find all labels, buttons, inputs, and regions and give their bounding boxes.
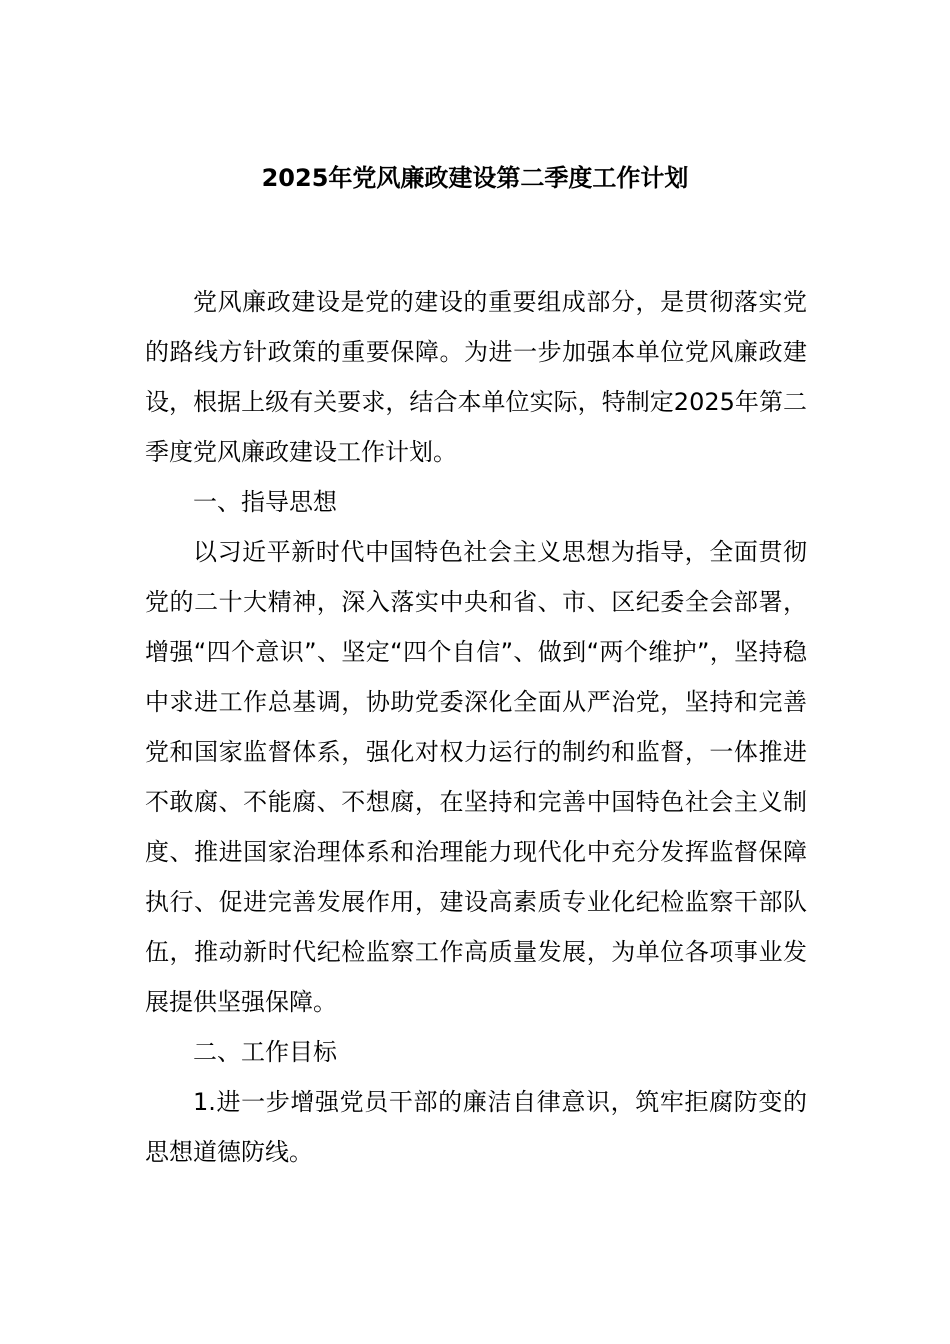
- section-heading-guiding-ideology: 一、指导思想: [193, 488, 337, 516]
- work-goal-item-1: 1.进一步增强党员干部的廉洁自律意识，筑牢拒腐防变的思想道德防线。: [145, 1088, 807, 1166]
- intro-paragraph: 党风廉政建设是党的建设的重要组成部分，是贯彻落实党的路线方针政策的重要保障。为进一步加强本单位党风廉政建设，根据上级有关要求，结合本单位实际，特制定2025年第二季度党风廉政建设工作计划。: [145, 288, 807, 466]
- guiding-ideology-paragraph: 以习近平新时代中国特色社会主义思想为指导，全面贯彻党的二十大精神，深入落实中央和省、市、区纪委全会部署，增强“四个意识”、坚定“四个自信”、做到“两个维护”，坚持稳中求进工作总基调，协助党委深化全面从严治党，坚持和完善党和国家监督体系，强化对权力运行的制约和监督，一体推进不敢腐、不能腐、不想腐，在坚持和完善中国特色社会主义制度、推进国家治理体系和治理能力现代化中充分发挥监督保障执行、促进完善发展作用，建设高素质专业化纪检监察干部队伍，推动新时代纪检监察工作高质量发展，为单位各项事业发展提供坚强保障。: [145, 538, 807, 1016]
- document-body: [145, 277, 807, 1177]
- section-heading-work-goals: 二、工作目标: [193, 1038, 337, 1066]
- document-title: 2025年党风廉政建设第二季度工作计划: [261, 164, 689, 192]
